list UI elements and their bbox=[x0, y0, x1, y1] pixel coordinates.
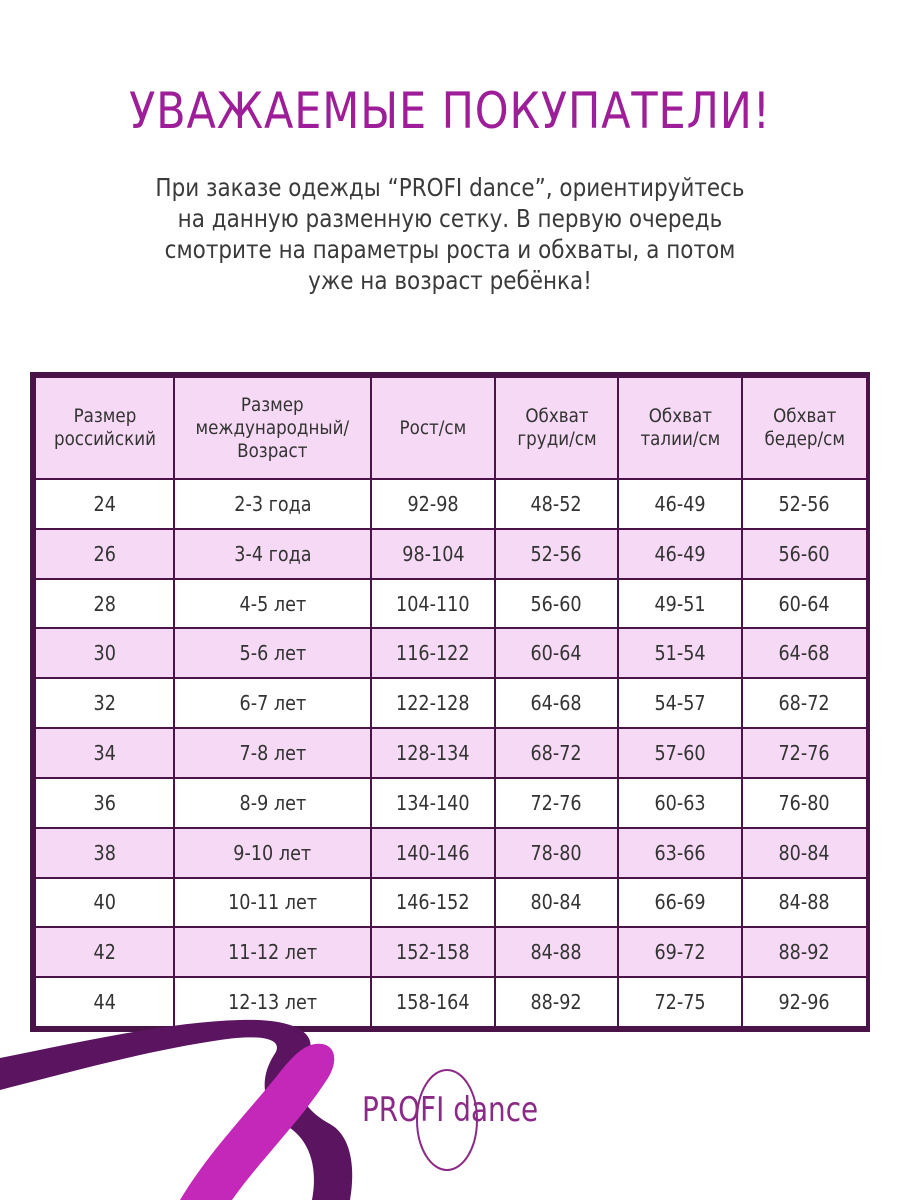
table-cell bbox=[742, 927, 867, 977]
cell-value: 40 bbox=[93, 890, 116, 915]
table-row bbox=[35, 778, 867, 828]
table-cell bbox=[174, 728, 371, 778]
table-cell bbox=[174, 678, 371, 728]
cell-value: 52-56 bbox=[778, 491, 831, 516]
table-cell bbox=[495, 927, 618, 977]
brand-logo: PROFI dance bbox=[362, 1090, 539, 1130]
table-cell bbox=[371, 529, 495, 579]
cell-value: 84-88 bbox=[530, 940, 583, 965]
cell-value: 134-140 bbox=[396, 790, 470, 815]
table-cell bbox=[495, 579, 618, 629]
cell-value: 72-75 bbox=[654, 990, 706, 1015]
table-row bbox=[35, 927, 867, 977]
table-cell bbox=[174, 828, 371, 878]
table-cell bbox=[618, 778, 742, 828]
table-cell bbox=[618, 927, 742, 977]
cell-value: 56-60 bbox=[530, 591, 583, 616]
column-header bbox=[742, 377, 867, 479]
table-header-row bbox=[35, 377, 867, 479]
table-cell bbox=[371, 628, 495, 678]
table-cell bbox=[742, 828, 867, 878]
table-cell bbox=[618, 529, 742, 579]
table-cell bbox=[174, 529, 371, 579]
table-cell bbox=[618, 878, 742, 928]
table-cell bbox=[174, 778, 371, 828]
cell-value: 32 bbox=[93, 691, 116, 716]
page-title: УВАЖАЕМЫЕ ПОКУПАТЕЛИ! bbox=[129, 82, 771, 140]
column-header bbox=[495, 377, 618, 479]
table-cell bbox=[618, 579, 742, 629]
cell-value: 54-57 bbox=[654, 691, 706, 716]
table-cell bbox=[618, 728, 742, 778]
cell-value: 80-84 bbox=[530, 890, 583, 915]
cell-value: 49-51 bbox=[654, 591, 706, 616]
cell-value: 2-3 года bbox=[233, 491, 312, 516]
cell-value: 36 bbox=[93, 790, 116, 815]
cell-value: 57-60 bbox=[654, 740, 706, 765]
column-header bbox=[174, 377, 371, 479]
table-cell bbox=[618, 678, 742, 728]
cell-value: 122-128 bbox=[396, 691, 470, 716]
column-header-label: Обхват груди/см bbox=[516, 405, 597, 450]
table-cell bbox=[174, 927, 371, 977]
cell-value: 51-54 bbox=[654, 641, 706, 666]
table-row bbox=[35, 579, 867, 629]
cell-value: 88-92 bbox=[530, 990, 583, 1015]
cell-value: 116-122 bbox=[396, 641, 470, 666]
table-cell bbox=[35, 728, 174, 778]
cell-value: 30 bbox=[93, 641, 116, 666]
cell-value: 7-8 лет bbox=[239, 740, 306, 765]
table-cell bbox=[371, 728, 495, 778]
table-cell bbox=[742, 678, 867, 728]
cell-value: 3-4 года bbox=[233, 541, 312, 566]
table-cell bbox=[742, 579, 867, 629]
cell-value: 56-60 bbox=[778, 541, 831, 566]
column-header-label: Обхват талии/см bbox=[640, 405, 720, 450]
cell-value: 28 bbox=[93, 591, 116, 616]
table-row bbox=[35, 479, 867, 529]
intro-line: смотрите на параметры роста и обхваты, а потом bbox=[164, 235, 736, 264]
table-row bbox=[35, 728, 867, 778]
cell-value: 5-6 лет bbox=[239, 641, 306, 666]
cell-value: 60-64 bbox=[530, 641, 583, 666]
cell-value: 44 bbox=[93, 990, 116, 1015]
table-cell bbox=[35, 579, 174, 629]
table-cell bbox=[35, 479, 174, 529]
table-cell bbox=[371, 778, 495, 828]
intro-text bbox=[63, 172, 837, 296]
table-cell bbox=[371, 479, 495, 529]
table-cell bbox=[742, 628, 867, 678]
table-cell bbox=[35, 628, 174, 678]
table-cell bbox=[495, 778, 618, 828]
table-body bbox=[35, 479, 867, 1027]
table-cell bbox=[35, 828, 174, 878]
column-header bbox=[371, 377, 495, 479]
cell-value: 76-80 bbox=[778, 790, 831, 815]
cell-value: 34 bbox=[93, 740, 116, 765]
cell-value: 48-52 bbox=[530, 491, 583, 516]
cell-value: 8-9 лет bbox=[239, 790, 306, 815]
table-cell bbox=[371, 579, 495, 629]
cell-value: 146-152 bbox=[396, 890, 470, 915]
table-cell bbox=[174, 878, 371, 928]
cell-value: 92-98 bbox=[407, 491, 459, 516]
column-header-label: Обхват бедер/см bbox=[764, 405, 845, 450]
table-cell bbox=[495, 529, 618, 579]
cell-value: 64-68 bbox=[778, 641, 831, 666]
table-cell bbox=[35, 678, 174, 728]
cell-value: 46-49 bbox=[654, 541, 706, 566]
intro-line: на данную разменную сетку. В первую очередь bbox=[177, 204, 723, 233]
table-row bbox=[35, 628, 867, 678]
cell-value: 26 bbox=[93, 541, 116, 566]
table-cell bbox=[742, 479, 867, 529]
cell-value: 60-63 bbox=[654, 790, 706, 815]
cell-value: 9-10 лет bbox=[233, 840, 312, 865]
cell-value: 140-146 bbox=[396, 840, 470, 865]
table-row bbox=[35, 828, 867, 878]
cell-value: 66-69 bbox=[654, 890, 706, 915]
cell-value: 6-7 лет bbox=[239, 691, 306, 716]
cell-value: 64-68 bbox=[530, 691, 583, 716]
cell-value: 10-11 лет bbox=[227, 890, 318, 915]
table-row bbox=[35, 529, 867, 579]
table-cell bbox=[742, 529, 867, 579]
table-cell bbox=[742, 728, 867, 778]
cell-value: 46-49 bbox=[654, 491, 706, 516]
cell-value: 72-76 bbox=[530, 790, 583, 815]
cell-value: 60-64 bbox=[778, 591, 831, 616]
cell-value: 80-84 bbox=[778, 840, 831, 865]
cell-value: 128-134 bbox=[396, 740, 470, 765]
table-cell bbox=[174, 579, 371, 629]
cell-value: 88-92 bbox=[778, 940, 831, 965]
column-header-label: Рост/см bbox=[399, 416, 467, 439]
table-cell bbox=[35, 878, 174, 928]
table-cell bbox=[495, 728, 618, 778]
cell-value: 24 bbox=[93, 491, 116, 516]
cell-value: 4-5 лет bbox=[239, 591, 306, 616]
table-cell bbox=[371, 678, 495, 728]
table-cell bbox=[618, 628, 742, 678]
size-chart-frame bbox=[30, 372, 870, 1032]
size-chart-table bbox=[34, 376, 868, 1028]
cell-value: 98-104 bbox=[401, 541, 465, 566]
table-cell bbox=[742, 878, 867, 928]
table-cell bbox=[174, 479, 371, 529]
table-cell bbox=[495, 828, 618, 878]
cell-value: 12-13 лет bbox=[227, 990, 318, 1015]
table-cell bbox=[35, 778, 174, 828]
cell-value: 72-76 bbox=[778, 740, 831, 765]
cell-value: 158-164 bbox=[396, 990, 470, 1015]
column-header-label: Размер российский bbox=[53, 405, 156, 450]
cell-value: 52-56 bbox=[530, 541, 583, 566]
cell-value: 38 bbox=[93, 840, 116, 865]
table-cell bbox=[495, 479, 618, 529]
intro-line: уже на возраст ребёнка! bbox=[308, 266, 592, 295]
cell-value: 69-72 bbox=[654, 940, 706, 965]
table-row bbox=[35, 678, 867, 728]
cell-value: 78-80 bbox=[530, 840, 583, 865]
cell-value: 84-88 bbox=[778, 890, 831, 915]
table-cell bbox=[495, 678, 618, 728]
column-header bbox=[35, 377, 174, 479]
column-header bbox=[618, 377, 742, 479]
table-cell bbox=[495, 628, 618, 678]
table-cell bbox=[495, 878, 618, 928]
cell-value: 104-110 bbox=[396, 591, 470, 616]
intro-line: При заказе одежды “PROFI dance”, ориентируйтесь bbox=[155, 173, 745, 202]
table-cell bbox=[618, 479, 742, 529]
table-row bbox=[35, 878, 867, 928]
table-cell bbox=[174, 628, 371, 678]
table-cell bbox=[371, 878, 495, 928]
table-cell bbox=[35, 529, 174, 579]
column-header-label: Размер международный/ Возраст bbox=[195, 393, 350, 462]
table-cell bbox=[371, 828, 495, 878]
table-cell bbox=[371, 927, 495, 977]
cell-value: 68-72 bbox=[530, 740, 583, 765]
cell-value: 42 bbox=[93, 940, 116, 965]
cell-value: 11-12 лет bbox=[227, 940, 318, 965]
cell-value: 92-96 bbox=[778, 990, 831, 1015]
table-cell bbox=[35, 927, 174, 977]
cell-value: 63-66 bbox=[654, 840, 706, 865]
cell-value: 152-158 bbox=[396, 940, 470, 965]
table-cell bbox=[742, 778, 867, 828]
table-cell bbox=[618, 828, 742, 878]
cell-value: 68-72 bbox=[778, 691, 831, 716]
